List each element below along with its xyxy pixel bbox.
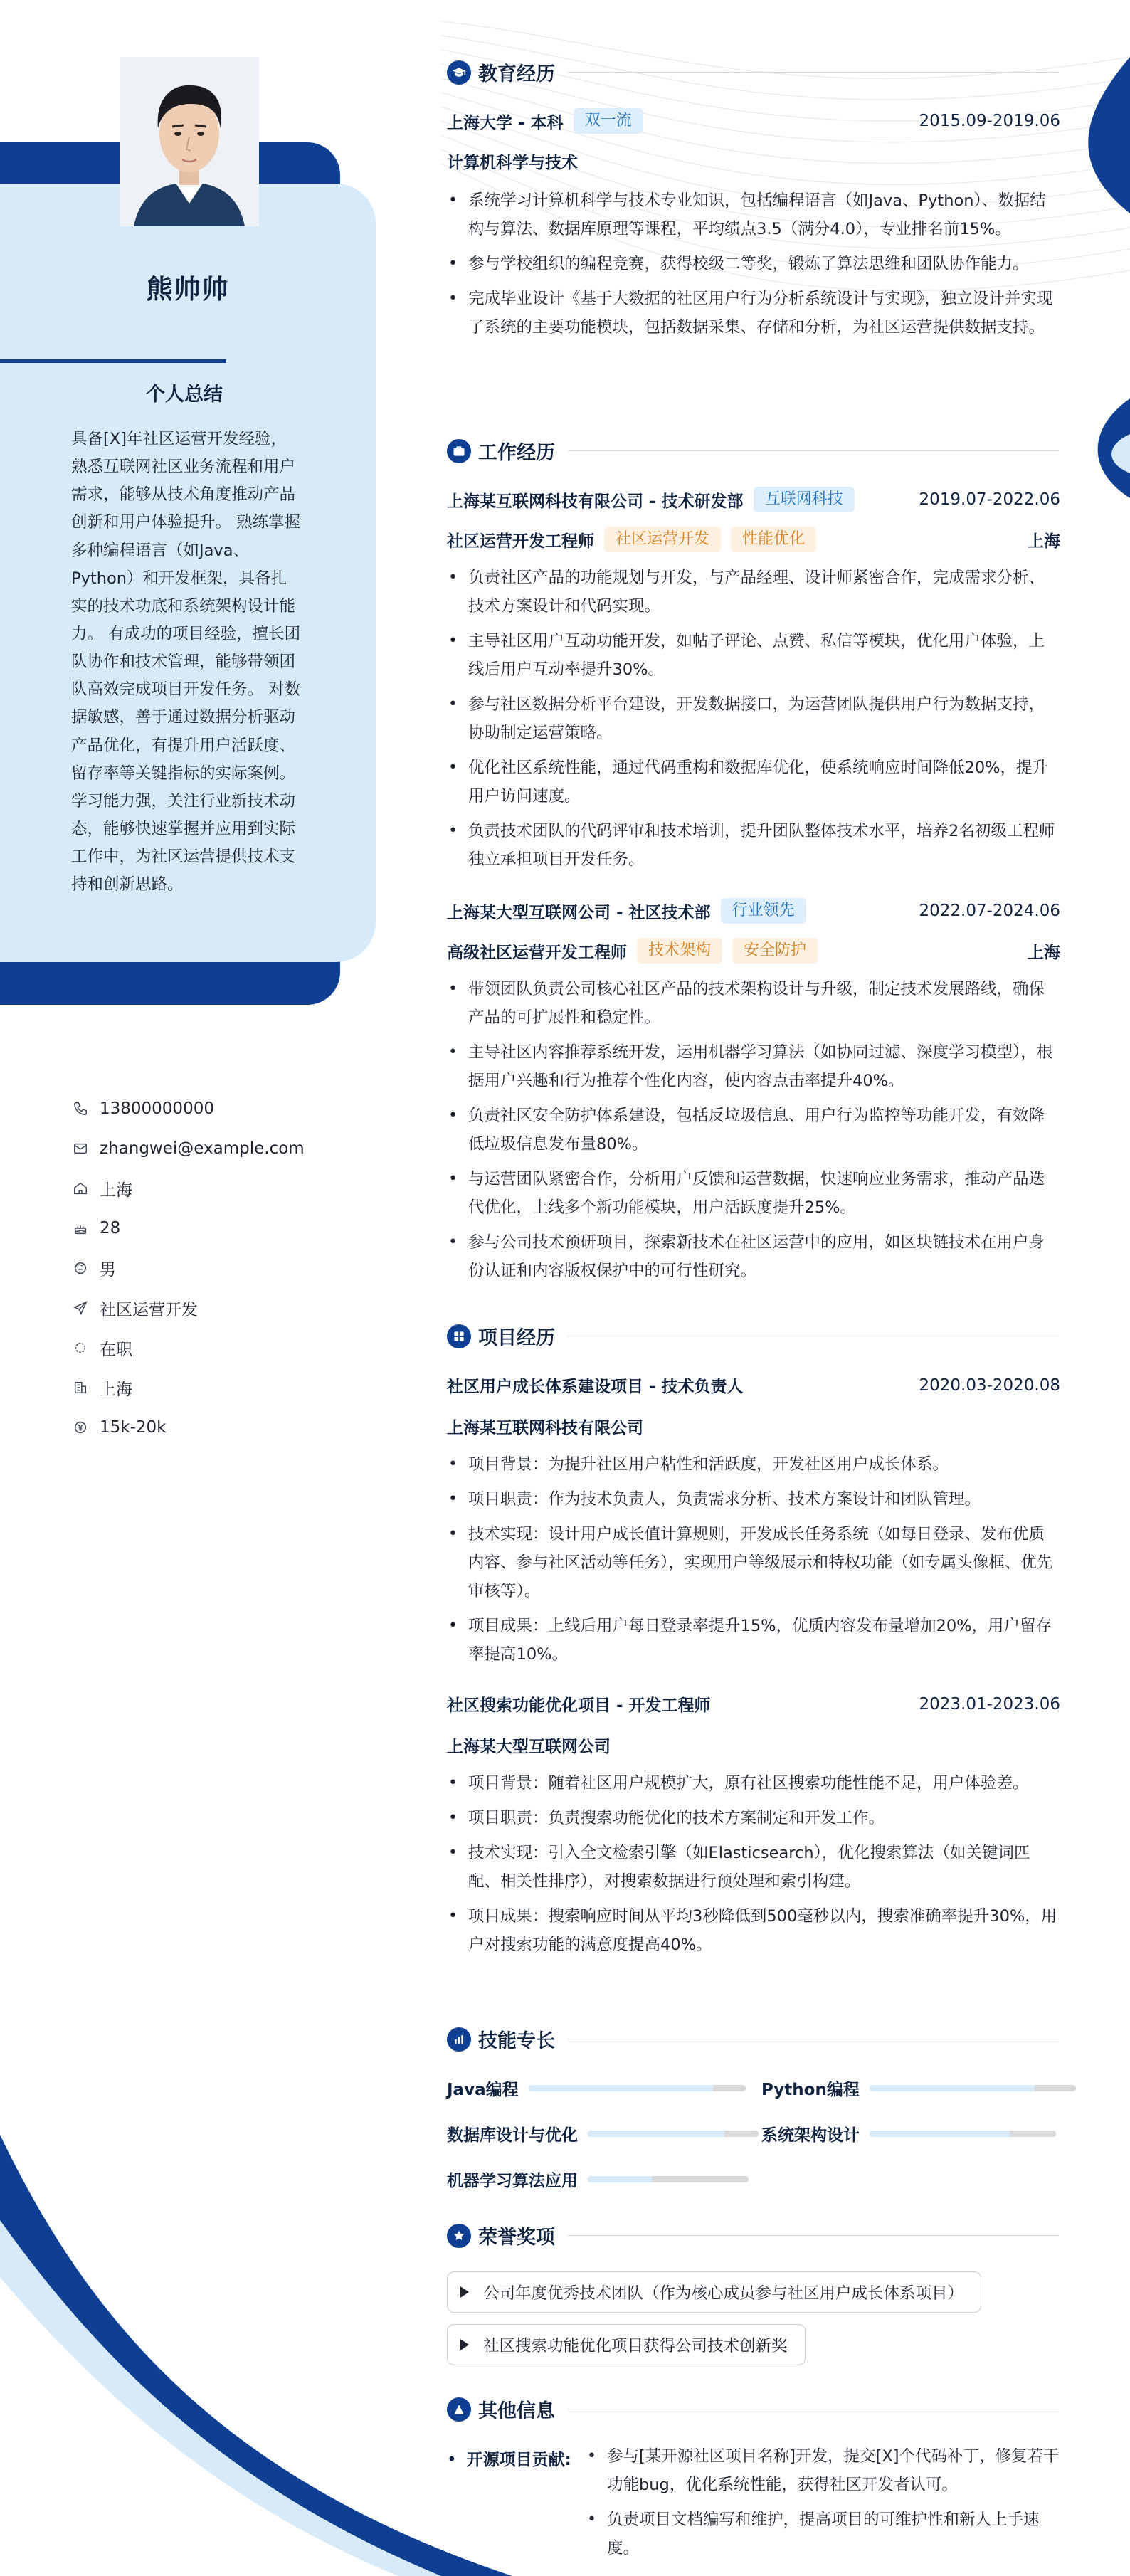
- list-item: • 优化社区系统性能，通过代码重构和数据库优化，使系统响应时间降低20%，提升用户访问速度。: [447, 754, 1060, 811]
- project-1-header: [447, 1373, 1060, 1397]
- project-1-name: 社区用户成长体系建设项目 - 技术负责人: [447, 1378, 744, 1396]
- skill-bar-fill: [529, 2085, 713, 2091]
- summary-text: 具备[X]年社区运营开发经验，熟悉互联网社区业务流程和用户需求，能够从技术角度推动产品创新和用户体验提升。 熟练掌握多种编程语言（如Java、Python）和开发框架，具备扎实的技术功底和系统架构设计能力。 有成功的项目经验，擅长团队协作和技术管理，能够带领团队高效完成项目开发任务。 对数据敏感，善于通过数据分析驱动产品优化，有提升用户活跃度、留存率等关键指标的实际案例。 学习能力强，关注行业新技术动态，能够快速掌握并应用到实际工作中，为社区运营提供技术支持和创新思路。: [71, 430, 301, 894]
- contact-age: [71, 1208, 305, 1248]
- contact-salary: [71, 1408, 305, 1447]
- avatar: [120, 57, 259, 226]
- project-2-date: 2023.01-2023.06: [919, 1694, 1060, 1714]
- list-item: • 项目职责：作为技术负责人，负责需求分析、技术方案设计和团队管理。: [447, 1485, 1060, 1514]
- list-item: • 项目成果：上线后用户每日登录率提升15%，优质内容发布量增加20%，用户留存率提高10%。: [447, 1612, 1060, 1669]
- list-item: • 系统学习计算机科学与技术专业知识，包括编程语言（如Java、Python）、数据结构与算法、数据库原理等课程，平均绩点3.5（满分4.0），专业排名前15%。: [447, 186, 1060, 243]
- skill-bar-fill: [588, 2176, 652, 2182]
- job-2-tag: 行业领先: [721, 898, 806, 924]
- contact-location-text: 上海: [100, 1380, 132, 1399]
- section-skills: [447, 2025, 1059, 2053]
- phone-icon: [71, 1099, 90, 1118]
- graduation-cap-icon: [447, 60, 471, 85]
- list-item: • 参与学校组织的编程竞赛，获得校级二等奖，锻炼了算法思维和团队协作能力。: [447, 250, 1060, 278]
- education-date: 2015.09-2019.06: [919, 112, 1060, 130]
- skill-bar-fill: [588, 2131, 724, 2137]
- award-item: [447, 2271, 981, 2313]
- job-2-company: 上海某大型互联网公司 - 社区技术部: [447, 903, 711, 922]
- contact-status: [71, 1328, 305, 1368]
- job-2-skill-tag: 安全防护: [732, 938, 818, 964]
- section-other-title: 其他信息: [478, 2400, 555, 2422]
- skills-icon: [447, 2027, 471, 2052]
- skill-bar: [870, 2131, 1056, 2137]
- contact-job-text: 社区运营开发: [100, 1300, 198, 1319]
- list-item: • 与运营团队紧密合作，分析用户反馈和运营数据，快速响应业务需求，推动产品迭代优化，上线多个新功能模块，用户活跃度提升25%。: [447, 1165, 1060, 1222]
- contact-email-text: zhangwei@example.com: [100, 1139, 305, 1158]
- list-item: • 项目背景：为提升社区用户粘性和活跃度，开发社区用户成长体系。: [447, 1450, 1060, 1479]
- section-divider: [568, 450, 1059, 451]
- list-item: • 技术实现：引入全文检索引擎（如Elasticsearch），优化搜索算法（如关键词匹配、相关性排序），对搜索数据进行预处理和索引构建。: [447, 1839, 1060, 1896]
- status-icon: [71, 1339, 90, 1357]
- education-bullets: [447, 186, 1060, 348]
- medal-icon: [447, 2224, 471, 2248]
- list-item: • 项目成果：搜索响应时间从平均3秒降低到500毫秒以内，搜索准确率提升30%，用户对搜索功能的满意度提高40%。: [447, 1902, 1060, 1959]
- job-1-header: [447, 487, 1060, 512]
- building-icon: [71, 1378, 90, 1397]
- summary-title: 个人总结: [146, 384, 223, 406]
- skill-item: [447, 2076, 746, 2100]
- job-2-role-row: [447, 938, 1060, 964]
- contact-email: [71, 1129, 305, 1168]
- job-1-bullets: [447, 564, 1060, 880]
- list-item: • 负责社区产品的功能规划与开发，与产品经理、设计师紧密合作，完成需求分析、技术方案设计和代码实现。: [447, 564, 1060, 621]
- skill-bar: [529, 2085, 746, 2091]
- skill-item: [761, 2122, 1056, 2145]
- section-education-title: 教育经历: [478, 63, 555, 85]
- section-other: [447, 2395, 1059, 2423]
- list-item: • 完成毕业设计《基于大数据的社区用户行为分析系统设计与实现》，独立设计并实现了系统的主要功能模块，包括数据采集、存储和分析，为社区运营提供数据支持。: [447, 285, 1060, 342]
- contact-gender-text: 男: [100, 1260, 116, 1279]
- project-2-header: [447, 1692, 1060, 1716]
- job-1-company: 上海某互联网科技有限公司 - 技术研发部: [447, 492, 744, 511]
- list-item: • 带领团队负责公司核心社区产品的技术架构设计与升级，制定技术发展路线，确保产品的可扩展性和稳定性。: [447, 975, 1060, 1032]
- skill-name: Java编程: [447, 2081, 519, 2099]
- job-1-skill-tag: 社区运营开发: [604, 527, 721, 552]
- list-item: • 主导社区用户互动功能开发，如帖子评论、点赞、私信等模块，优化用户体验，上线后用户互动率提升30%。: [447, 627, 1060, 684]
- skill-item: [447, 2168, 749, 2191]
- project-2-bullets: [447, 1769, 1060, 1965]
- skill-name: 系统架构设计: [761, 2126, 860, 2145]
- list-item: • 负责技术团队的代码评审和技术培训，提升团队整体技术水平，培养2名初级工程师独立承担项目开发任务。: [447, 817, 1060, 874]
- contact-job: [71, 1288, 305, 1328]
- project-1-date: 2020.03-2020.08: [919, 1376, 1060, 1395]
- section-skills-title: 技能专长: [478, 2030, 555, 2052]
- skill-bar: [870, 2085, 1076, 2091]
- education-tag: 双一流: [574, 108, 643, 134]
- list-item: • 技术实现：设计用户成长值计算规则，开发成长任务系统（如每日登录、发布优质内容、参与社区活动等任务），实现用户等级展示和特权功能（如专属头像框、优先审核等）。: [447, 1520, 1060, 1605]
- skill-name: Python编程: [761, 2081, 860, 2099]
- section-divider: [568, 72, 1059, 73]
- list-item: • 负责项目文档编写和维护，提高项目的可维护性和新人上手速度。: [586, 2506, 1060, 2562]
- section-work-title: 工作经历: [478, 442, 555, 464]
- other-bullets: [586, 2442, 1060, 2569]
- project-1-company: 上海某互联网科技有限公司: [447, 1419, 643, 1437]
- list-item: • 参与公司技术预研项目，探索新技术在社区运营中的应用，如区块链技术在用户身份认证和内容版权保护中的可行性研究。: [447, 1228, 1060, 1285]
- project-1-bullets: [447, 1450, 1060, 1675]
- contact-phone-text: 13800000000: [100, 1099, 214, 1118]
- list-item: • 项目背景：随着社区用户规模扩大，原有社区搜索功能性能不足，用户体验差。: [447, 1769, 1060, 1798]
- play-icon: [460, 2286, 469, 2298]
- grid-icon: [447, 1324, 471, 1348]
- education-major: 计算机科学与技术: [447, 154, 578, 172]
- send-icon: [71, 1299, 90, 1317]
- job-2-date: 2022.07-2024.06: [919, 902, 1060, 920]
- other-label: • 开源项目贡献:: [447, 2446, 571, 2470]
- skill-bar-fill: [870, 2085, 1035, 2091]
- contact-age-text: 28: [100, 1219, 121, 1237]
- contact-phone: [71, 1089, 305, 1129]
- job-2-header: [447, 898, 1060, 924]
- list-item: • 主导社区内容推荐系统开发，运用机器学习算法（如协同过滤、深度学习模型），根据用户兴趣和行为推荐个性化内容，使内容点击率提升40%。: [447, 1038, 1060, 1095]
- email-icon: [71, 1139, 90, 1158]
- skill-bar-fill: [870, 2131, 1010, 2137]
- job-1-tag: 互联网科技: [754, 487, 855, 512]
- section-divider: [568, 2235, 1059, 2236]
- job-1-role: 社区运营开发工程师: [447, 532, 594, 551]
- section-honors: [447, 2222, 1059, 2249]
- play-icon: [460, 2339, 469, 2350]
- contact-location: [71, 1368, 305, 1408]
- section-honors-title: 荣誉奖项: [478, 2227, 555, 2249]
- job-2-bullets: [447, 975, 1060, 1292]
- section-projects: [447, 1322, 1059, 1350]
- skill-bar: [588, 2131, 759, 2137]
- education-school: 上海大学 - 本科: [447, 113, 564, 132]
- skill-item: [447, 2122, 759, 2145]
- job-2-skill-tag: 技术架构: [637, 938, 722, 964]
- list-item: • 参与[某开源社区项目名称]开发，提交[X]个代码补丁，修复若干功能bug，优化系统性能，获得社区开发者认可。: [586, 2442, 1060, 2499]
- award-item: [447, 2324, 806, 2365]
- award-text: 公司年度优秀技术团队（作为核心成员参与社区用户成长体系项目）: [483, 2284, 964, 2303]
- skill-name: 数据库设计与优化: [447, 2126, 578, 2145]
- info-icon: [447, 2397, 471, 2422]
- contact-city-text: 上海: [100, 1181, 132, 1200]
- job-1-skill-tag: 性能优化: [731, 527, 816, 552]
- job-1-city: 上海: [1028, 532, 1060, 551]
- contact-city: [71, 1168, 305, 1208]
- profile-name: 熊帅帅: [146, 274, 230, 305]
- skill-name: 机器学习算法应用: [447, 2172, 578, 2190]
- summary-divider: [0, 359, 226, 363]
- section-education: [447, 58, 1059, 86]
- section-projects-title: 项目经历: [478, 1327, 555, 1349]
- contact-list: [71, 1089, 305, 1447]
- job-2-city: 上海: [1028, 943, 1060, 962]
- skill-item: [761, 2076, 1076, 2100]
- skill-bar: [588, 2176, 749, 2182]
- sidebar: [0, 0, 398, 2576]
- contact-salary-text: 15k-20k: [100, 1418, 167, 1437]
- list-item: • 参与社区数据分析平台建设，开发数据接口，为运营团队提供用户行为数据支持，协助制定运营策略。: [447, 690, 1060, 747]
- project-2-name: 社区搜索功能优化项目 - 开发工程师: [447, 1696, 711, 1715]
- gender-icon: [71, 1259, 90, 1277]
- section-work: [447, 437, 1059, 465]
- education-header: [447, 108, 1060, 134]
- cake-icon: [71, 1219, 90, 1237]
- salary-icon: [71, 1418, 90, 1437]
- summary-header: [0, 359, 226, 406]
- home-icon: [71, 1179, 90, 1198]
- contact-status-text: 在职: [100, 1340, 132, 1359]
- list-item: • 负责社区安全防护体系建设，包括反垃圾信息、用户行为监控等功能开发，有效降低垃圾信息发布量80%。: [447, 1102, 1060, 1158]
- briefcase-icon: [447, 439, 471, 463]
- contact-gender: [71, 1248, 305, 1288]
- job-1-date: 2019.07-2022.06: [919, 490, 1060, 509]
- award-text: 社区搜索功能优化项目获得公司技术创新奖: [483, 2337, 788, 2355]
- list-item: • 项目职责：负责搜索功能优化的技术方案制定和开发工作。: [447, 1804, 1060, 1832]
- job-2-role: 高级社区运营开发工程师: [447, 943, 627, 962]
- job-1-role-row: [447, 527, 1060, 552]
- project-2-company: 上海某大型互联网公司: [447, 1738, 611, 1756]
